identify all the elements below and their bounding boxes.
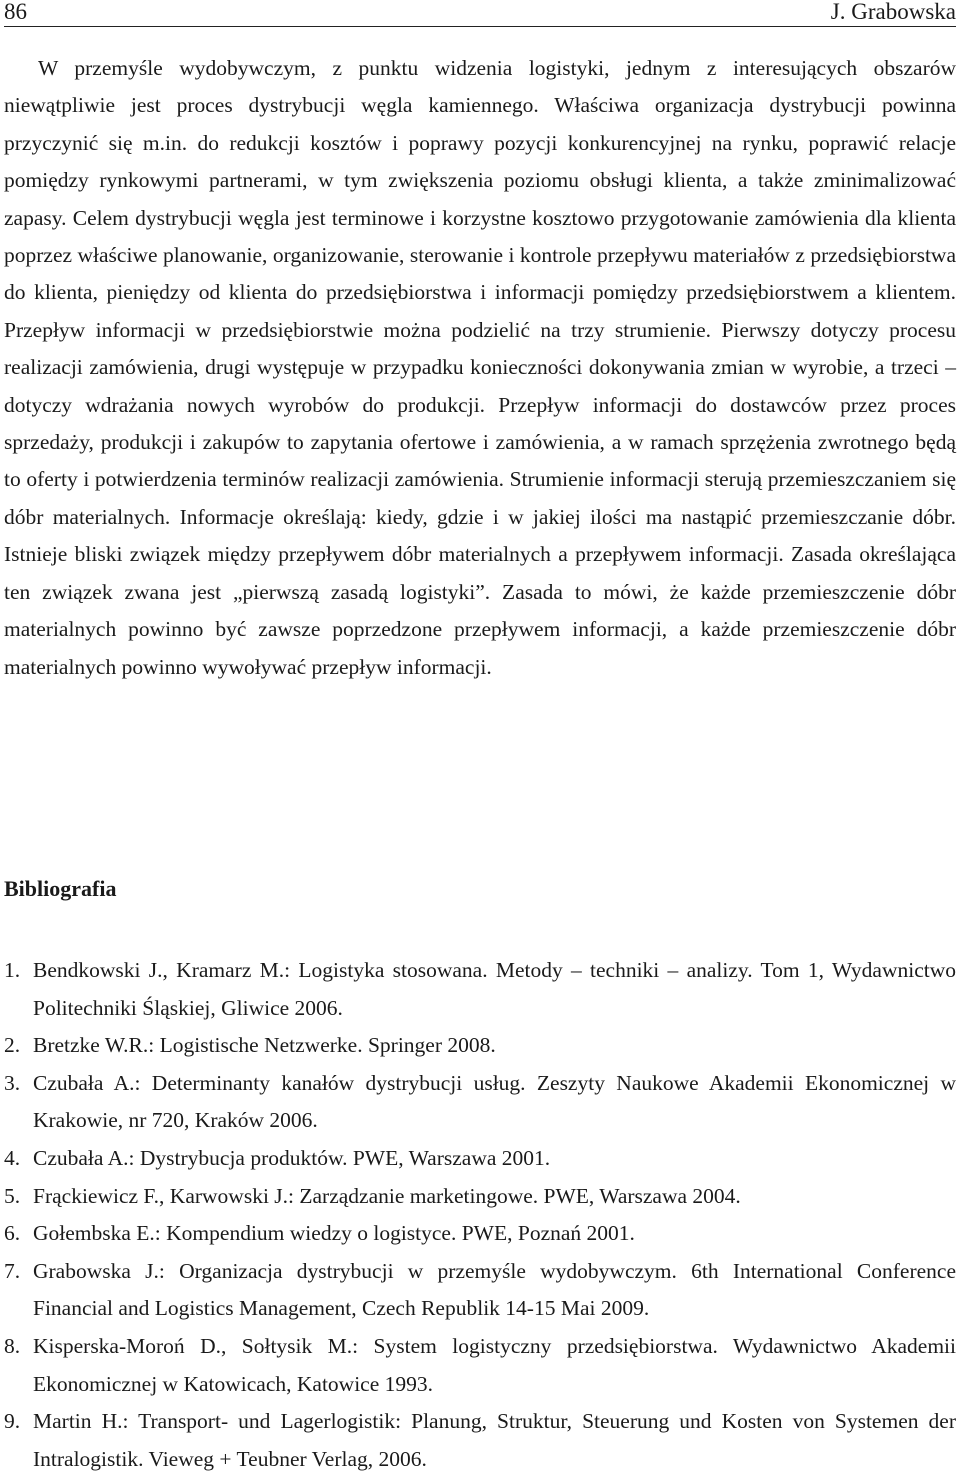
bibliography-item-text: Gołembska E.: Kompendium wiedzy o logistyce. PWE, Poznań 2001. [33, 1221, 635, 1246]
bibliography-item [4, 1253, 956, 1328]
bibliography-item-number: 9. [4, 1409, 21, 1434]
bibliography-item [4, 1215, 956, 1253]
body-paragraph: W przemyśle wydobywczym, z punktu widzenia logistyki, jednym z interesujących obszarów niewątpliwie jest proces dystrybucji węgla kamiennego. Właściwa organizacja dystrybucji powinna przyczynić się m.in. do redukcji kosztów i poprawy pozycji konkurencyjnej na rynku, poprawić relacje pomiędzy rynkowymi partnerami, w tym zwiększenia poziomu obsługi klienta, a także zminimalizować zapasy. Celem dystrybucji węgla jest terminowe i korzystne kosztowo przygotowanie zamówienia dla klienta poprzez właściwe planowanie, organizowanie, sterowanie i kontrole przepływu materiałów z przedsiębiorstwa do klienta, pieniędzy od klienta do przedsiębiorstwa i informacji pomiędzy przedsiębiorstwem a klientem. Przepływ informacji w przedsiębiorstwie można podzielić na trzy strumienie. Pierwszy dotyczy procesu realizacji zamówienia, drugi występuje w przypadku konieczności dokonywania zmian w wyrobie, a trzeci – dotyczy wdrażania nowych wyrobów do produkcji. Przepływ informacji do dostawców przez proces sprzedaży, produkcji i zakupów to zapytania ofertowe i zamówienia, a w ramach sprzężenia zwrotnego będą to oferty i potwierdzenia terminów realizacji zamówienia. Strumienie informacji sterują przemieszczaniem się dóbr materialnych. Informacje określają: kiedy, gdzie i w jakiej ilości ma nastąpić przemieszczanie dóbr. Istnieje bliski związek między przepływem dóbr materialnych a przepływem informacji. Zasada określająca ten związek zwana jest „pierwszą zasadą logistyki”. Zasada to mówi, że każde przemieszczenie dóbr materialnych powinno być zawsze poprzedzone przepływem informacji, a każde przemieszczenie dóbr materialnych powinno wywoływać przepływ informacji. [4, 56, 956, 679]
bibliography-item-text: Grabowska J.: Organizacja dystrybucji w przemyśle wydobywczym. 6th International Conference Financial and Logistics Management, Czech Republik 14-15 Mai 2009. [33, 1258, 956, 1321]
bibliography-item-number: 6. [4, 1221, 21, 1246]
bibliography-item-text: Czubała A.: Determinanty kanałów dystrybucji usług. Zeszyty Naukowe Akademii Ekonomicznej w Krakowie, nr 720, Kraków 2006. [33, 1070, 956, 1133]
bibliography-item-text: Martin H.: Transport- und Lagerlogistik: Planung, Struktur, Steuerung und Kosten von Systemen der Intralogistik. Vieweg + Teubner Verlag, 2006. [33, 1409, 956, 1471]
bibliography-item-text: Bendkowski J., Kramarz M.: Logistyka stosowana. Metody – techniki – analizy. Tom 1, Wydawnictwo Politechniki Śląskiej, Gliwice 2006. [33, 958, 956, 1020]
bibliography-item [4, 1178, 956, 1216]
bibliography-item [4, 952, 956, 1027]
bibliography-item-number: 3. [4, 1070, 21, 1095]
running-header [4, 0, 956, 27]
bibliography-item-number: 4. [4, 1145, 21, 1170]
bibliography-item-text: Frąckiewicz F., Karwowski J.: Zarządzanie marketingowe. PWE, Warszawa 2004. [33, 1183, 741, 1208]
bibliography-item-text: Czubała A.: Dystrybucja produktów. PWE, Warszawa 2001. [33, 1145, 551, 1170]
bibliography-item-number: 8. [4, 1333, 21, 1358]
bibliography-item [4, 1403, 956, 1478]
bibliography-item-number: 7. [4, 1258, 21, 1283]
bibliography-item [4, 1027, 956, 1065]
bibliography-item [4, 1065, 956, 1140]
bibliography-item [4, 1140, 956, 1178]
bibliography-item-text: Kisperska-Moroń D., Sołtysik M.: System logistyczny przedsiębiorstwa. Wydawnictwo Akademii Ekonomicznej w Katowicach, Katowice 1993. [33, 1333, 956, 1396]
bibliography-item-number: 1. [4, 958, 21, 982]
bibliography-item-number: 2. [4, 1033, 21, 1058]
bibliography-item [4, 1328, 956, 1403]
body-text [4, 50, 956, 686]
bibliography-item-text: Bretzke W.R.: Logistische Netzwerke. Springer 2008. [33, 1033, 496, 1058]
bibliography-item-number: 5. [4, 1183, 21, 1208]
bibliography-heading: Bibliografia [4, 876, 117, 901]
bibliography-list [4, 952, 956, 1478]
page-number: 86 [4, 0, 27, 24]
running-header-author: J. Grabowska [830, 0, 956, 24]
